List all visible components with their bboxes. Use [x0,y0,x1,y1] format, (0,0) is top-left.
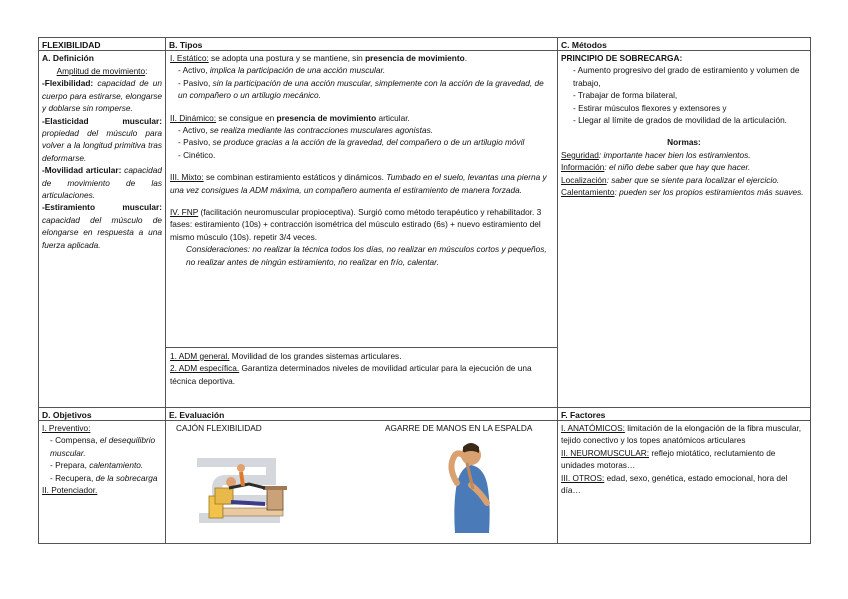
metodo-item: - Estirar músculos flexores y extensores y [573,102,727,113]
estatico-bold: presencia de movimiento [365,53,465,63]
sit-and-reach-illustration [179,458,299,526]
row-divider-adm [165,347,557,348]
informacion-label: Información [561,162,605,173]
principio-sobrecarga: PRINCIPIO DE SOBRECARGA: [561,53,683,63]
fnp-label: IV. FNP [170,207,199,218]
metodo-item: - Aumento progresivo del grado de estiramiento y volumen de trabajo, [573,65,800,88]
row-divider-b [165,50,557,51]
adm2-text: Garantiza determinados niveles de movilidad articular para la ejecución de una técnica deportiva. [170,363,532,386]
header-definicion: A. Definición [42,53,94,63]
anatomicos-label: I. ANATÓMICOS: [561,423,625,433]
back-scratch-illustration [441,433,501,541]
dinamico-label: II. Dinámico: [170,112,217,123]
metodo-item: - Trabajar de forma bilateral, [573,90,678,101]
compensa-b: el desequilibrio muscular. [50,435,156,458]
pasivo1-a: - Pasivo, [178,77,213,88]
elast-label: -Elasticidad muscular: [42,115,162,126]
mov-text: capacidad de movimiento de las articulaciones. [42,165,162,201]
header-factores: F. Factores [561,410,606,420]
neuromuscular-text: reflejo miotático, reclutamiento de unidades motoras… [561,447,776,471]
adm1-text: Movilidad de los grandes sistemas articulares. [229,351,402,361]
header-objetivos: D. Objetivos [42,410,92,420]
activo2-b: se realiza mediante las contracciones musculares agonistas. [209,125,434,136]
factores-cell [561,422,807,542]
definicion-cell: Amplitud de movimiento: -Flexibilidad: capacidad de un cuerpo para estirarse, elongarse y doblarse sin romperse. -Elasticidad muscular: propiedad del músculo para volver a la longitud primitiva tras deformarse. -Movilidad articular: capacidad de movimiento de las articulaciones. -Estiramiento muscular: capacidad del músculo de elongarse en respuesta a una fuerza aplicada. [42,66,162,250]
metodo-item: - Llegar al límite de grados de movilidad de la articulación. [573,115,787,126]
prepara-a: - Prepara, [50,460,90,471]
row-divider-c [557,50,810,51]
mixto-italic: Tumbado en el suelo, levantas una pierna y una vez consigues la ADM máxima, un compañero aumenta el estiramiento de manera forzada. [170,172,547,195]
otros-text: edad, sexo, genética, estado emocional, hora del día… [561,472,788,496]
fnp-text: (facilitación neuromuscular propioceptiva). Surgió como método terapéutico y rehabilitador. 3 fases: estiramiento (10s) + contracción isométrica del músculo estirado (6s) + nuevo estiramiento del mismo músculo (10s). repetir 3/4 veces. [170,207,542,242]
dinamico-bold: presencia de movimiento [276,112,377,123]
normas-title: Normas: [667,137,701,148]
potenciador-label: II. Potenciador. [42,485,98,496]
dinamico-text2: articular. [376,112,410,123]
otros-label: III. OTROS: [561,472,605,483]
header-evaluacion: E. Evaluación [169,410,225,420]
activo2-a: - Activo, [178,125,210,136]
fnp-consideraciones: Consideraciones: no realizar la técnica todos los días, no realizar en músculos cortos y pequeños, no realizar antes de ningún estiramiento, no realizar en frío, calentar. [186,244,547,267]
seguridad-text: : importante hacer bien los estiramientos. [598,149,751,160]
mixto-label: III. Mixto: [170,172,204,183]
mixto-text: se combinan estiramiento estáticos y dinámicos. [203,172,387,183]
activo1-a: - Activo, [178,65,210,76]
localizacion-text: : saber que se siente para localizar el ejercicio. [606,174,780,185]
header-tipos: B. Tipos [169,40,203,50]
tipos-cell: I. Estático: se adopta una postura y se mantiene, sin presencia de movimiento. - Activo, implica la participación de una acción muscular. - Pasivo, sin la participación de una acción muscular, simplemente con la acción de la gravedad, de un compañero o un artilugio mecánico. II. Dinámico: se consigue en presencia de movimiento articular. - Activo, se realiza mediante las contracciones musculares agonistas. - Pasivo, se produce gracias a la acción de la gravedad, del compañero o de un artilugio móvil - Cinético. III. Mixto: se combinan estiramiento estáticos y dinámicos. Tumbado en el suelo, levantas una pierna y una vez consigues la ADM máxima, un compañero aumenta el estiramiento de manera forzada. IV. FNP (facilitación neuromuscular propioceptiva). Surgió como método terapéutico y rehabilitador. 3 fases: estiramiento (10s) + contracción isométrica del músculo estirado (6s) + nuevo estiramiento del mismo músculo (10s). repetir 3/4 veces. Consideraciones: no realizar la técnica todos los días, no realizar en músculos cortos y pequeños, no realizar antes de ningún estiramiento, no realizar en frío, calentar. [170,52,554,346]
estatico-label: I. Estático: [170,53,209,63]
mov-label: -Movilidad articular: [42,165,122,176]
prepara-b: calentamiento. [89,460,144,471]
adm1-label: 1. ADM general. [170,351,230,361]
cinetico: - Cinético. [178,149,216,160]
pasivo2-a: - Pasivo, [178,137,213,148]
informacion-text: : el niño debe saber que hay que hacer. [604,162,751,173]
flexibility-table [38,37,811,544]
col-divider-1 [165,38,166,543]
recupera-b: de la sobrecarga [95,472,158,483]
neuromuscular-label: II. NEUROMUSCULAR: [561,447,650,458]
adm-cell [170,350,554,406]
header-metodos: C. Métodos [561,40,607,50]
preventivo-label: I. Preventivo: [42,423,91,433]
amplitud-label: Amplitud de movimiento [56,66,146,76]
pasivo2-b: se produce gracias a la acción de la gravedad, del compañero o de un artilugio móvil [212,137,525,148]
elast-text: propiedad del músculo para volver a la longitud primitiva tras deformarse. [42,128,162,163]
metodos-cell [561,52,807,406]
activo1-b: implica la participación de una acción muscular. [209,65,386,76]
header-flexibilidad: FLEXIBILIDAD [42,40,101,50]
flex-label: -Flexibilidad: [42,78,94,89]
anatomicos-text: limitación de la elongación de la fibra muscular, tejido conectivo y los topes anatómicos articulares [561,423,802,446]
objetivos-cell [42,422,163,542]
est-text: capacidad del músculo de elongarse en respuesta a una fuerza aplicada. [42,214,162,250]
col-divider-2 [557,38,558,543]
agarre-label: AGARRE DE MANOS EN LA ESPALDA [385,423,533,433]
flex-text: capacidad de un cuerpo para estirarse, elongarse y doblarse sin romperse. [42,78,162,114]
estatico-text: se adopta una postura y se mantiene, sin [208,53,366,63]
adm2-label: 2. ADM específica. [170,363,240,374]
calentamiento-label: Calentamiento [561,187,615,198]
dinamico-text1: se consigue en [216,112,277,123]
cajon-label: CAJÓN FLEXIBILIDAD [176,423,262,433]
localizacion-label: Localización [561,174,607,185]
row-divider-bottom-header [39,420,810,421]
est-label: -Estiramiento muscular: [42,202,162,213]
seguridad-label: Seguridad [561,149,599,160]
pasivo1-b: sin la participación de una acción muscular, simplemente con la acción de la gravedad, de un compañero o un artilugio mecánico. [178,77,544,101]
calentamiento-text: : pueden ser los propios estiramientos más suaves. [614,187,804,198]
recupera-a: - Recupera, [50,472,96,483]
compensa-a: - Compensa, [50,435,100,446]
